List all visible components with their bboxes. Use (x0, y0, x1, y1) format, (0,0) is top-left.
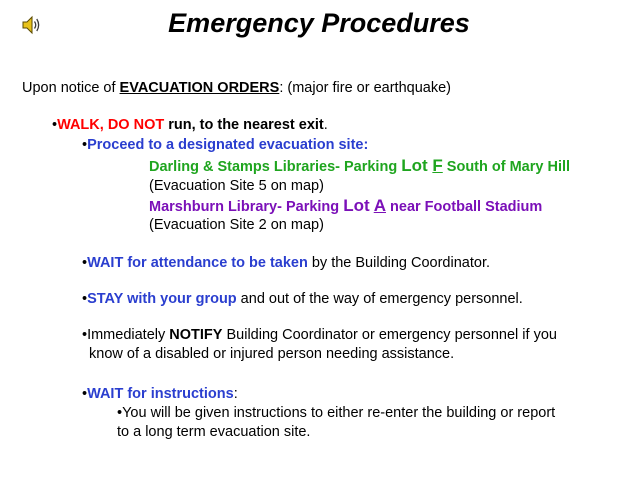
proceed-text: Proceed to a designated evacuation site: (87, 137, 369, 153)
bullet: • (82, 137, 88, 153)
notify-prefix: Immediately (87, 327, 170, 343)
wait-instructions-colored: WAIT for instructions (87, 386, 234, 402)
site1-note: (Evacuation Site 5 on map) (149, 178, 324, 194)
site2-tail: near Football Stadium (386, 199, 543, 215)
site2-line (149, 196, 542, 216)
wait-instructions-item (82, 386, 238, 402)
walk-red-text: WALK, DO NOT (57, 117, 165, 133)
stay-item (82, 291, 523, 307)
wait-instructions-colon: : (233, 386, 238, 402)
walk-period: . (323, 117, 328, 133)
intro-suffix: : (major fire or earthquake) (279, 80, 451, 96)
site2-lot-letter: A (373, 196, 386, 215)
notify-item (82, 327, 557, 343)
instructions-line1-text: You will be given instructions to either re-enter the building or report (122, 405, 556, 421)
site1-line (149, 156, 570, 176)
intro-line (22, 80, 451, 96)
stay-colored: STAY with your group (87, 291, 237, 307)
bullet: • (52, 117, 58, 133)
notify-bold: NOTIFY (169, 327, 223, 343)
site1-lot-letter: F (432, 156, 443, 175)
evacuation-orders: EVACUATION ORDERS (119, 80, 280, 96)
page-title: Emergency Procedures (168, 8, 470, 38)
wait-attendance-colored: WAIT for attendance to be taken (87, 255, 308, 271)
walk-rest-text: run, to the nearest exit (164, 117, 324, 133)
wait-attendance-item (82, 255, 490, 271)
site1-name: Darling & Stamps Libraries- Parking (149, 159, 402, 175)
stay-rest: and out of the way of emergency personnel. (236, 291, 523, 307)
bullet: • (82, 327, 88, 343)
bullet: • (117, 405, 123, 421)
site2-name: Marshburn Library- Parking (149, 199, 344, 215)
site1-lot: Lot (401, 156, 433, 175)
bullet: • (82, 386, 88, 402)
notify-line1-rest: Building Coordinator or emergency personnel if you (222, 327, 557, 343)
wait-attendance-rest: by the Building Coordinator. (307, 255, 490, 271)
bullet: • (82, 255, 88, 271)
proceed-item (82, 137, 368, 153)
site1-tail: South of Mary Hill (442, 159, 571, 175)
notify-line2: know of a disabled or injured person needing assistance. (89, 346, 455, 362)
bullet: • (82, 291, 88, 307)
instructions-line2: to a long term evacuation site. (117, 424, 311, 440)
site2-lot: Lot (343, 196, 374, 215)
intro-prefix: Upon notice of (22, 80, 120, 96)
walk-item (52, 117, 328, 133)
site2-note: (Evacuation Site 2 on map) (149, 217, 324, 233)
instructions-line1 (117, 405, 555, 421)
